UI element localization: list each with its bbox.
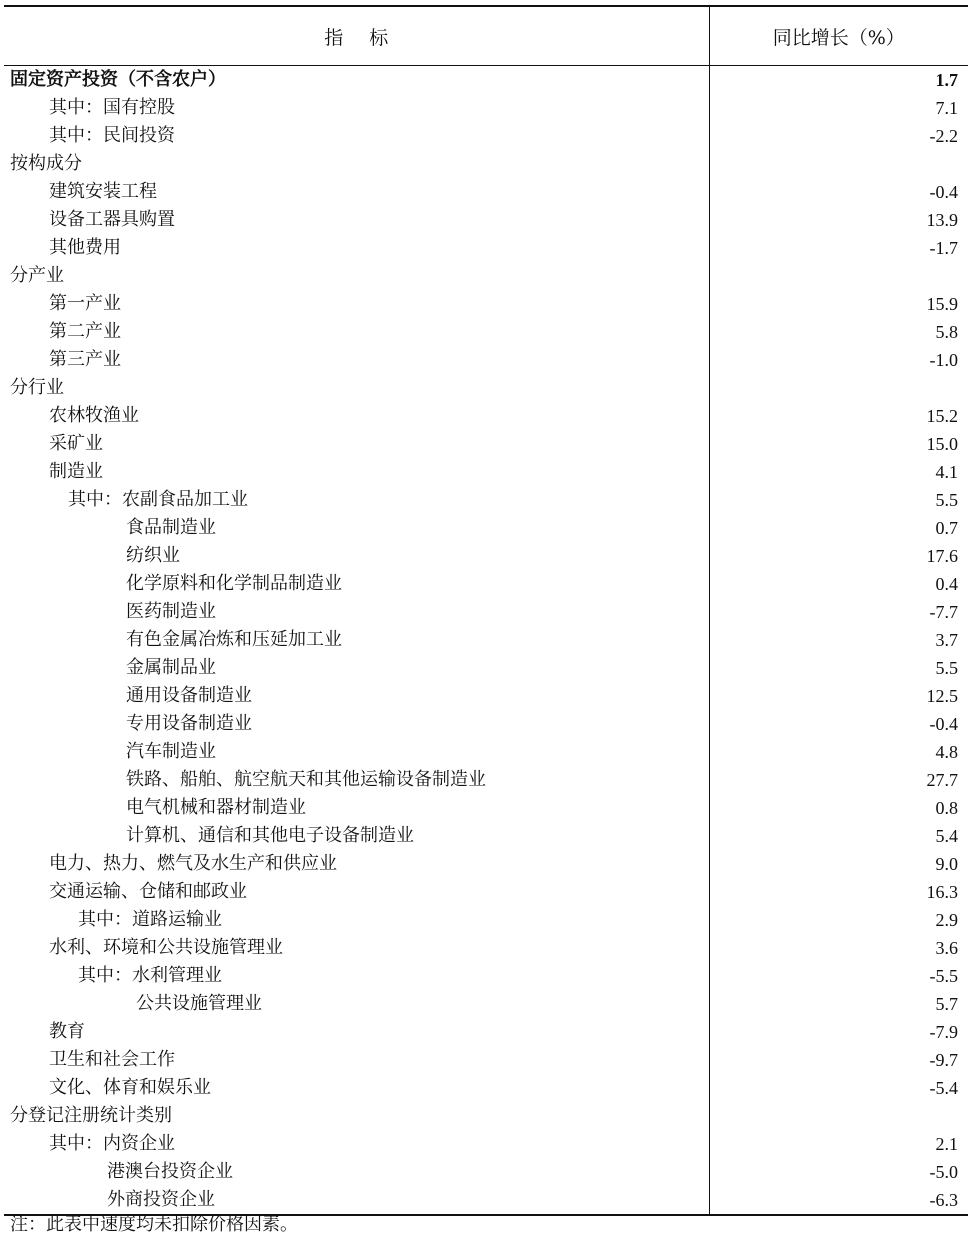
table-row [4, 262, 968, 290]
row-indicator-name: 食品制造业 [4, 514, 709, 542]
table-row [4, 234, 968, 262]
table-header-row [4, 6, 968, 66]
row-growth-value: 5.4 [935, 826, 958, 846]
table-row [4, 346, 968, 374]
row-indicator-name: 其中：水利管理业 [4, 962, 709, 990]
row-growth-value: 13.9 [926, 210, 958, 230]
row-indicator-name: 按构成分 [4, 150, 709, 178]
table-row [4, 122, 968, 150]
row-growth-value: 5.8 [935, 322, 958, 342]
row-growth-value: -5.4 [929, 1078, 958, 1098]
table-row [4, 178, 968, 206]
row-indicator-name: 第三产业 [4, 346, 709, 374]
table-row [4, 1130, 968, 1158]
row-indicator-name: 其中：道路运输业 [4, 906, 709, 934]
table-row [4, 654, 968, 682]
row-indicator-name: 分登记注册统计类别 [4, 1102, 709, 1130]
table-row [4, 1186, 968, 1215]
row-growth-value: -0.4 [929, 714, 958, 734]
table-row [4, 1046, 968, 1074]
row-growth-value: 5.5 [935, 658, 958, 678]
row-growth-value: 0.7 [935, 518, 958, 538]
row-growth-value: 4.1 [935, 462, 958, 482]
table-row [4, 822, 968, 850]
row-growth-value: -5.5 [929, 966, 958, 986]
table-row [4, 1158, 968, 1186]
row-growth-value: 0.8 [935, 798, 958, 818]
row-indicator-name: 第一产业 [4, 290, 709, 318]
row-growth-value: -5.0 [929, 1162, 958, 1182]
row-indicator-name: 金属制品业 [4, 654, 709, 682]
row-indicator-name: 港澳台投资企业 [4, 1158, 709, 1186]
row-indicator-name: 农林牧渔业 [4, 402, 709, 430]
row-indicator-name: 其他费用 [4, 234, 709, 262]
table-row [4, 570, 968, 598]
table-row [4, 990, 968, 1018]
table-footnote: 注：此表中速度均未扣除价格因素。 [10, 1214, 298, 1235]
table-row [4, 1074, 968, 1102]
row-growth-value: 15.9 [926, 294, 958, 314]
row-growth-value: 4.8 [935, 742, 958, 762]
row-growth-value: 3.6 [935, 938, 958, 958]
row-growth-value: -7.9 [929, 1022, 958, 1042]
row-indicator-name: 教育 [4, 1018, 709, 1046]
row-indicator-name: 公共设施管理业 [4, 990, 709, 1018]
row-indicator-name: 文化、体育和娱乐业 [4, 1074, 709, 1102]
row-growth-value: 15.0 [926, 434, 958, 454]
table-body [4, 66, 968, 1216]
row-indicator-name: 建筑安装工程 [4, 178, 709, 206]
row-indicator-name: 汽车制造业 [4, 738, 709, 766]
row-growth-value: -7.7 [929, 602, 958, 622]
row-growth-value: 5.7 [935, 994, 958, 1014]
table-row [4, 906, 968, 934]
row-growth-value: 0.4 [935, 574, 958, 594]
row-indicator-name: 交通运输、仓储和邮政业 [4, 878, 709, 906]
header-indicator-part1: 指 [324, 26, 344, 49]
table-row [4, 542, 968, 570]
row-indicator-name: 其中：民间投资 [4, 122, 709, 150]
table-row [4, 514, 968, 542]
row-growth-value [709, 150, 968, 178]
row-indicator-name: 分行业 [4, 374, 709, 402]
row-indicator-name: 医药制造业 [4, 598, 709, 626]
row-indicator-name: 通用设备制造业 [4, 682, 709, 710]
row-growth-value: 9.0 [935, 854, 958, 874]
row-growth-value: 27.7 [926, 770, 958, 790]
table-row [4, 962, 968, 990]
row-indicator-name: 化学原料和化学制品制造业 [4, 570, 709, 598]
row-growth-value: 7.1 [935, 98, 958, 118]
row-indicator-name: 第二产业 [4, 318, 709, 346]
row-indicator-name: 其中：农副食品加工业 [4, 486, 709, 514]
table-row [4, 682, 968, 710]
row-indicator-name: 卫生和社会工作 [4, 1046, 709, 1074]
row-indicator-name: 其中：国有控股 [4, 94, 709, 122]
table-row [4, 150, 968, 178]
row-growth-value: 1.7 [935, 70, 958, 90]
row-growth-value [709, 262, 968, 290]
table-row [4, 1018, 968, 1046]
table-row [4, 206, 968, 234]
table-row [4, 290, 968, 318]
header-indicator-part2: 标 [369, 26, 389, 49]
table-row [4, 458, 968, 486]
row-growth-value: 15.2 [926, 406, 958, 426]
row-growth-value [709, 374, 968, 402]
table-row [4, 850, 968, 878]
investment-growth-table [4, 5, 968, 1216]
table-row [4, 318, 968, 346]
row-indicator-name: 制造业 [4, 458, 709, 486]
table-row [4, 374, 968, 402]
table-row [4, 766, 968, 794]
row-indicator-name: 计算机、通信和其他电子设备制造业 [4, 822, 709, 850]
table-row [4, 486, 968, 514]
row-growth-value: -6.3 [709, 1186, 968, 1215]
table-row [4, 934, 968, 962]
row-indicator-name: 外商投资企业 [4, 1186, 709, 1215]
row-indicator-name: 铁路、船舶、航空航天和其他运输设备制造业 [4, 766, 709, 794]
table-row [4, 94, 968, 122]
row-growth-value [709, 1102, 968, 1130]
row-indicator-name: 分产业 [4, 262, 709, 290]
row-growth-value: -2.2 [929, 126, 958, 146]
row-indicator-name: 水利、环境和公共设施管理业 [4, 934, 709, 962]
row-indicator-name: 有色金属冶炼和压延加工业 [4, 626, 709, 654]
row-indicator-name: 纺织业 [4, 542, 709, 570]
row-growth-value: 17.6 [926, 546, 958, 566]
row-growth-value: 3.7 [935, 630, 958, 650]
row-growth-value: -1.7 [929, 238, 958, 258]
table-row [4, 710, 968, 738]
table-row [4, 66, 968, 95]
row-growth-value: 2.1 [935, 1134, 958, 1154]
header-growth: 同比增长（%） [709, 6, 968, 66]
row-growth-value: 5.5 [935, 490, 958, 510]
table-row [4, 1102, 968, 1130]
table-row [4, 430, 968, 458]
row-growth-value: -9.7 [929, 1050, 958, 1070]
row-growth-value: 12.5 [926, 686, 958, 706]
row-indicator-name: 专用设备制造业 [4, 710, 709, 738]
row-indicator-name: 电力、热力、燃气及水生产和供应业 [4, 850, 709, 878]
table-row [4, 738, 968, 766]
row-growth-value: 16.3 [926, 882, 958, 902]
row-indicator-name: 其中：内资企业 [4, 1130, 709, 1158]
table-row [4, 598, 968, 626]
row-indicator-name: 固定资产投资（不含农户） [4, 66, 709, 95]
header-indicator [4, 6, 709, 66]
row-growth-value: 2.9 [935, 910, 958, 930]
table-row [4, 878, 968, 906]
table-row [4, 402, 968, 430]
row-indicator-name: 采矿业 [4, 430, 709, 458]
row-indicator-name: 电气机械和器材制造业 [4, 794, 709, 822]
table-row [4, 626, 968, 654]
table-row [4, 794, 968, 822]
row-growth-value: -1.0 [929, 350, 958, 370]
row-indicator-name: 设备工器具购置 [4, 206, 709, 234]
row-growth-value: -0.4 [929, 182, 958, 202]
data-table-container [4, 5, 968, 1216]
